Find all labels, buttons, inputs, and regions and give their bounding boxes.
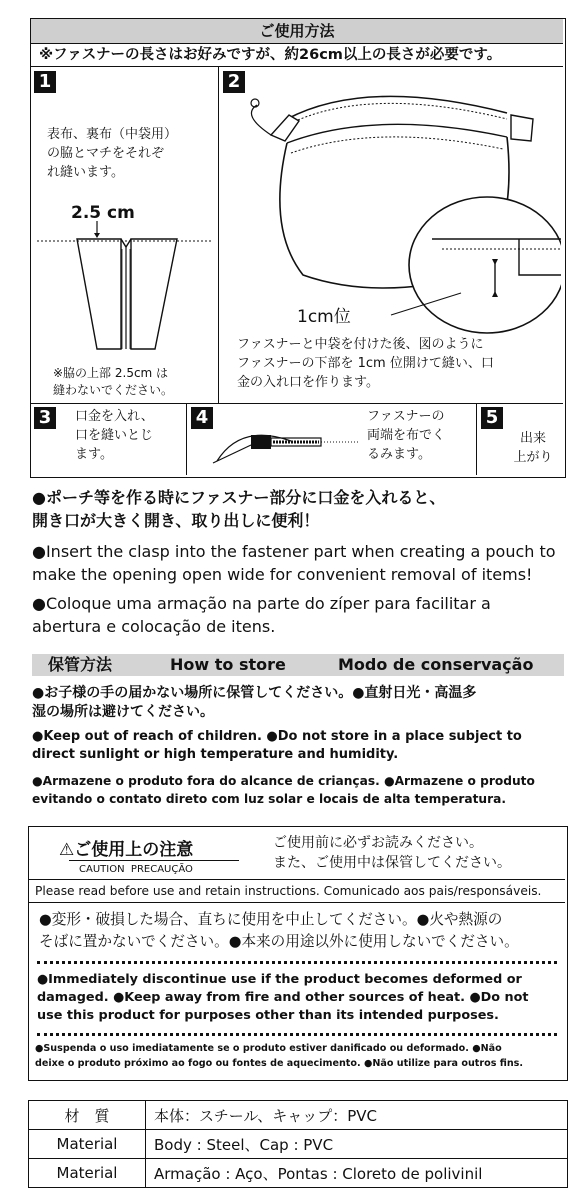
caution-sub: CAUTION PRECAUÇÃO (79, 864, 193, 875)
material-value: Body : Steel、Cap : PVC (146, 1130, 568, 1159)
gap-measure-label: 1cm位 (297, 307, 351, 327)
storage-heading-en: How to store (170, 655, 286, 674)
seam-diagram-icon (37, 219, 213, 359)
step-number: 2 (223, 71, 245, 93)
warning-icon: ⚠ (59, 840, 75, 860)
material-key: 材 質 (29, 1101, 146, 1130)
seam-measure-label: 2.5 cm (71, 203, 135, 223)
read-instructions-jp: ご使用前に必ずお読みください。 また、ご使用中は保管してください。 (273, 835, 511, 871)
table-row (29, 1130, 568, 1159)
divider (29, 879, 565, 880)
step-1-text: 表布、裏布（中袋用） の脇とマチをそれぞ れ縫います。 (47, 127, 178, 180)
read-instructions-line: Please read before use and retain instructions. Comunicado aos pais/responsáveis. (35, 884, 542, 898)
step-3-text: 口金を入れ、 口を縫いとじ ます。 (75, 409, 154, 462)
material-table (28, 1100, 568, 1188)
caution-text-en: ●Immediately discontinue use if the product becomes deformed or damaged. ●Keep away from fire and other sources of heat. ●Do not use this product for purposes other than its intended purposes. (37, 972, 529, 1023)
divider (31, 403, 563, 404)
caution-underline (69, 860, 239, 861)
table-row (29, 1101, 568, 1130)
table-row (29, 1159, 568, 1188)
material-key: Material (29, 1130, 146, 1159)
storage-heading (32, 654, 564, 676)
step-4-text: ファスナーの 両端を布でく るみます。 (367, 409, 446, 462)
dotted-divider (37, 961, 557, 964)
material-value: Armação : Aço、Pontas : Cloreto de polivinil (146, 1159, 568, 1188)
storage-text-jp: ●お子様の手の届かない場所に保管してください。●直射日光・高温多 湿の場所は避けてください。 (32, 685, 477, 720)
caution-panel (28, 826, 568, 1081)
storage-heading-pt: Modo de conservação (338, 655, 534, 674)
divider (218, 67, 219, 403)
step-1-footnote: ※脇の上部 2.5cm は 縫わないでください。 (53, 366, 174, 397)
material-value: 本体：スチール、キャップ：PVC (146, 1101, 568, 1130)
usage-panel (30, 18, 566, 478)
material-key: Material (29, 1159, 146, 1188)
bullet-pt: ●Coloque uma armação na parte do zíper para facilitar a abertura e colocação de itens. (32, 594, 491, 636)
bullet-en: ●Insert the clasp into the fastener part when creating a pouch to make the opening open wide for convenient removal of items! (32, 542, 556, 584)
step-number: 1 (34, 71, 56, 93)
pouch-diagram-icon (227, 79, 561, 335)
divider (29, 902, 565, 903)
step-5-text: 出来 上がり (513, 431, 553, 465)
step-number: 3 (34, 407, 56, 429)
storage-heading-jp: 保管方法 (48, 655, 113, 674)
length-note: ※ファスナーの長さはお好みですが、約26cm以上の長さが必要です。 (31, 43, 563, 67)
divider (186, 403, 187, 475)
dotted-divider (37, 1033, 557, 1036)
step-number: 4 (191, 407, 213, 429)
zipper-wrap-icon (211, 415, 361, 467)
step-number: 5 (481, 407, 503, 429)
bullet-jp: ●ポーチ等を作る時にファスナー部分に口金を入れると、 開き口が大きく開き、取り出しに便利！ (32, 488, 446, 530)
storage-text-en: ●Keep out of reach of children. ●Do not store in a place subject to direct sunlight or high temperature and humidity. (32, 729, 522, 762)
caution-text-jp: ●変形・破損した場合、直ちに使用を中止してください。●火や熱源の そばに置かないでください。●本来の用途以外に使用しないでください。 (39, 911, 519, 950)
caution-text-pt: ●Suspenda o uso imediatamente se o produto estiver danificado ou deformado. ●Não deixe o produto próximo ao fogo ou fontes de aquecimento. ●Não utilize para outros fins. (35, 1043, 524, 1069)
caution-title: ⚠ご使用上の注意 (59, 840, 194, 860)
usage-title: ご使用方法 (31, 19, 563, 44)
step-2-text: ファスナーと中袋を付けた後、図のように ファスナーの下部を 1cm 位開けて縫い、口 金の入れ口を作ります。 (237, 337, 494, 390)
storage-text-pt: ●Armazene o produto fora do alcance de crianças. ●Armazene o produto evitando o contato direto com luz solar e locais de alta temperatura. (32, 774, 535, 806)
